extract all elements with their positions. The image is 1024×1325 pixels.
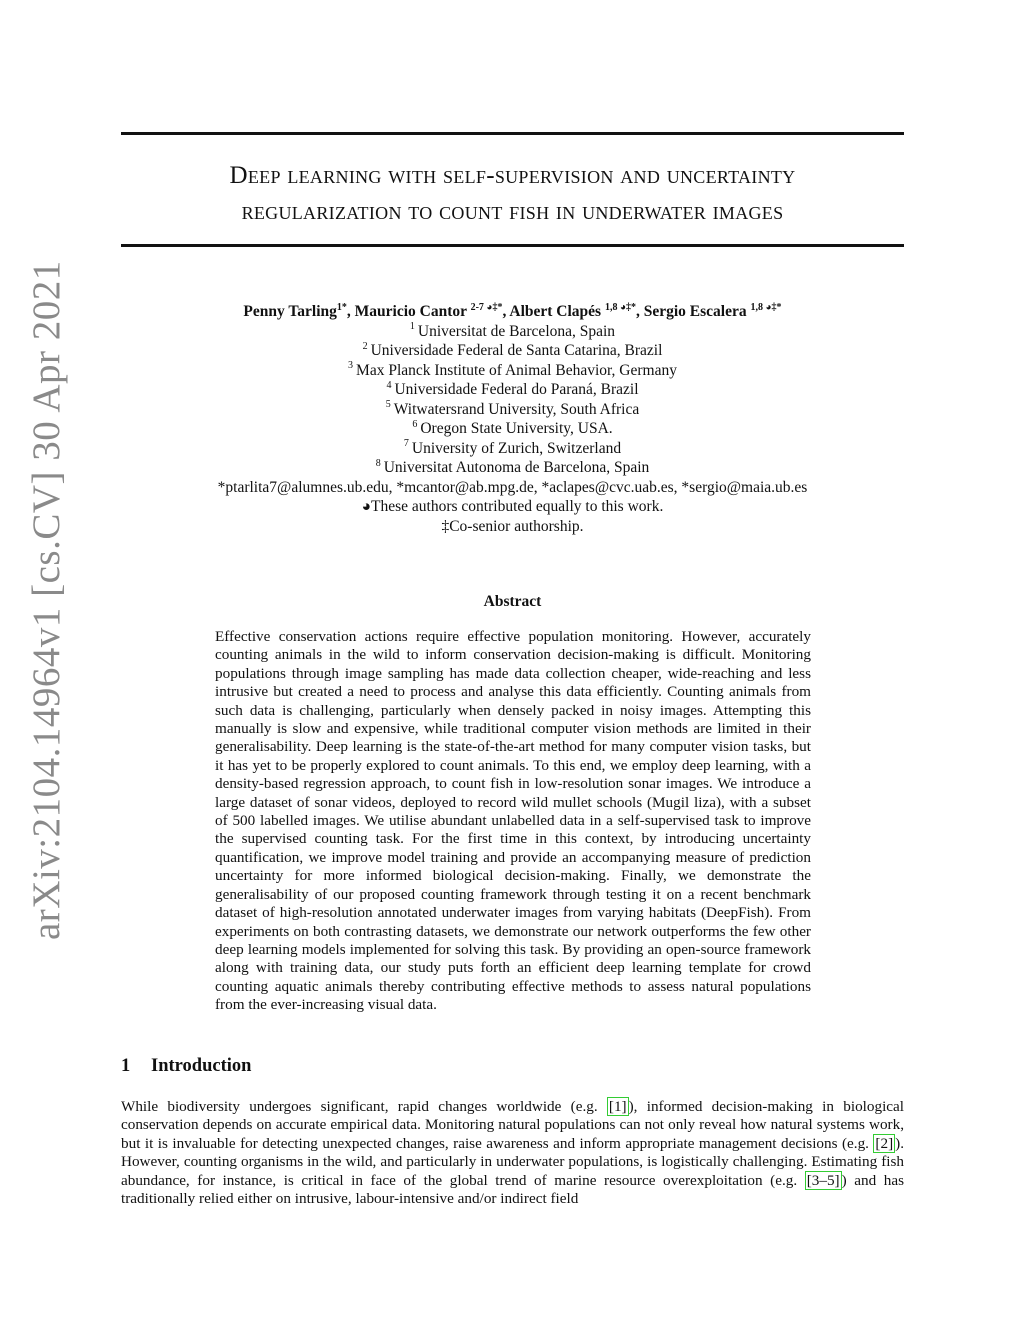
affiliation-text: Universidade Federal do Paraná, Brazil (394, 381, 639, 398)
affiliation-number: 6 (412, 418, 418, 430)
author-mark: 1,8 ◕‡* (750, 301, 782, 313)
affiliation-text: Universidade Federal de Santa Catarina, Brazil (370, 342, 663, 359)
affiliation-line (121, 380, 904, 400)
affiliation-line (121, 400, 904, 420)
equal-contribution-note: ◕These authors contributed equally to this work. (361, 498, 664, 515)
intro-text: While biodiversity undergoes significant, rapid changes worldwide (e.g. (121, 1098, 607, 1115)
section-number: 1 (121, 1056, 131, 1076)
title-rule-top (121, 132, 904, 135)
intro-text: ). However, counting organisms in the wild, and particularly in underwater populations, is logistically challenging. Estimating fish abundance, for instance, is critical in face of the global trend of marine resource overexploitation (e.g. (121, 1134, 904, 1189)
affiliation-text: Witwatersrand University, South Africa (393, 400, 640, 418)
author-list (121, 302, 904, 322)
author-separator: , (502, 303, 510, 320)
affiliation-line (121, 439, 904, 459)
paper-title (121, 158, 904, 230)
affiliation-number: 7 (403, 438, 409, 450)
title-line-1: eep learning with self-supervision and uncertainty (247, 162, 796, 189)
affiliation-line (121, 341, 904, 361)
affiliation-text: Oregon State University, USA. (420, 420, 613, 437)
author-separator: , (636, 303, 644, 320)
affiliation-number: 2 (362, 340, 368, 352)
affiliation-number: 5 (385, 399, 391, 411)
author-name: Mauricio Cantor (354, 303, 467, 320)
affiliation-number: 3 (348, 360, 354, 372)
affiliation-number: 4 (386, 379, 392, 391)
section-heading-introduction (121, 1056, 251, 1077)
affiliation-line (121, 458, 904, 478)
affiliation-text: Universitat Autonoma de Barcelona, Spain (383, 459, 650, 476)
arxiv-side-stamp: arXiv:2104.14964v1 [cs.CV] 30 Apr 2021 (25, 260, 68, 940)
affiliation-line (121, 322, 904, 342)
intro-text: ), informed decision-making in biological conservation depends on accurate empirical data. Monitoring natural populations can not only reveal how natural systems work, but it is invaluable for detecting unexpected changes, raise awareness and inform appropriate management decisions (e.g. (121, 1098, 904, 1152)
affiliation-line (121, 419, 904, 439)
author-name: Sergio Escalera (643, 303, 747, 320)
author-mark: 1,8 ◕‡* (604, 301, 636, 313)
author-mark: 1* (336, 301, 347, 313)
affiliation-text: University of Zurich, Switzerland (411, 439, 622, 457)
affiliation-line (121, 361, 904, 381)
author-name: Albert Clapés (509, 303, 602, 320)
author-block (121, 302, 904, 536)
title-initial-cap: D (229, 162, 248, 189)
abstract-body: Effective conservation actions require effective population monitoring. However, accurately counting animals in the wild to inform conservation decision-making is difficult. Monitoring populations through image sampling has made data collection cheaper, wide-reaching and less intrusive but created a need to process and analyse this data efficiently. Counting animals from such data is challenging, particularly when densely packed in noisy images. Attempting this manually is slow and expensive, while traditional computer vision methods are limited in their generalisability. Deep learning is the state-of-the-art method for many computer vision tasks, but it has yet to be properly explored to count animals. To this end, we employ deep learning, with a density-based regression approach, to count fish in low-resolution sonar images. We introduce a large dataset of sonar videos, deployed to record wild mullet schools (Mugil liza), with a subset of 500 labelled images. We utilise abundant unlabelled data in a self-supervised task to improve the supervised counting task. For the first time in this context, by introducing uncertainty quantification, we improve model training and provide an accompanying measure of prediction uncertainty for more informed biological decision-making. Finally, we demonstrate the generalisability of our proposed counting framework through testing it on a recent benchmark dataset of high-resolution annotated underwater images from varying habitats (DeepFish). From experiments on both contrasting datasets, we demonstrate our network outperforms the few other deep learning models implemented for solving this task. By providing an open-source framework along with training data, our study puts forth an efficient deep learning template for crowd counting aquatic animals thereby contributing effective methods to assess natural populations from the ever-increasing visual data. (215, 628, 811, 1014)
title-rule-bottom (121, 244, 904, 247)
introduction-paragraph (121, 1098, 904, 1208)
author-mark: 2-7 ◕‡* (470, 301, 503, 313)
affiliation-text: Max Planck Institute of Animal Behavior, Germany (356, 361, 677, 379)
affiliation-number: 8 (375, 457, 381, 469)
author-name: Penny Tarling (243, 303, 337, 320)
section-title: Introduction (151, 1056, 252, 1076)
abstract-heading: Abstract (483, 593, 542, 610)
affiliation-number: 1 (409, 321, 415, 333)
author-separator: , (346, 303, 355, 320)
citation-link[interactable]: [3–5] (806, 1171, 840, 1189)
citation-link[interactable]: [2] (875, 1134, 894, 1152)
affiliation-text: Universitat de Barcelona, Spain (417, 322, 616, 340)
author-emails: *ptarlita7@alumnes.ub.edu, *mcantor@ab.mpg.de, *aclapes@cvc.uab.es, *sergio@maia.ub.es (217, 478, 808, 496)
title-line-2: regularization to count fish in underwater images (241, 198, 784, 225)
citation-link[interactable]: [1] (608, 1098, 627, 1115)
intro-text: ) and has traditionally relied either on intrusive, labour-intensive and/or indirect field (121, 1171, 905, 1208)
co-senior-note: ‡Co-senior authorship. (441, 517, 584, 535)
